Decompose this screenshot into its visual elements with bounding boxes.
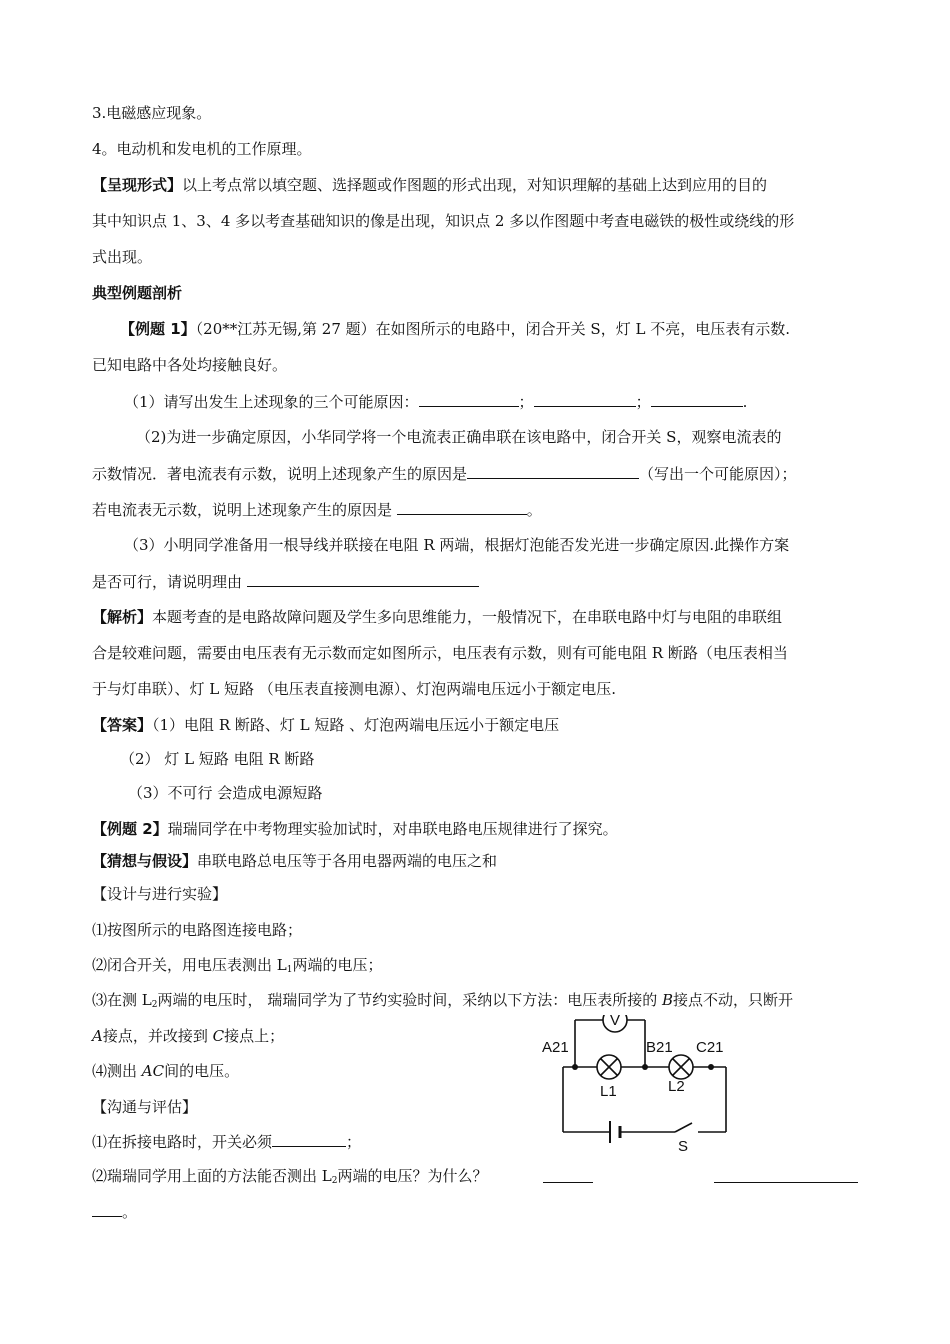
node-c-dot <box>708 1064 714 1070</box>
answer-blank[interactable] <box>714 1167 858 1183</box>
italic-letter: AC <box>141 1062 165 1080</box>
line-electromagnetic-induction: 3.电磁感应现象。 <box>92 104 212 122</box>
evaluation-q1 <box>92 1131 361 1152</box>
answer-line: （3）不可行 会造成电源短路 <box>128 784 323 802</box>
circuit-diagram <box>530 1015 740 1163</box>
node-a-dot <box>572 1064 578 1070</box>
subscript: 2 <box>151 1000 158 1010</box>
hypothesis-line <box>92 851 497 871</box>
answer-blank[interactable] <box>272 1131 346 1147</box>
paragraph-line: 其中知识点 1、3、4 多以考查基础知识的像是出现，知识点 2 多以作图题中考查电磁铁的极性或绕线的形 <box>92 212 795 230</box>
answer-label: 【答案】 <box>92 716 153 734</box>
question-2-text: 示数情况．著电流表有示数，说明上述现象产生的原因是 <box>92 465 468 483</box>
analysis-text: 本题考查的是电路故障问题及学生多向思维能力，一般情况下，在串联电路中灯与电阻的串联组 <box>152 608 783 626</box>
step-2-text: ⑵闭合开关，用电压表测出 L <box>92 956 287 974</box>
node-a-label: A21 <box>542 1039 569 1056</box>
answer-blank[interactable] <box>467 463 639 479</box>
evaluation-q2-text: 两端的电压？为什么？ <box>337 1167 488 1185</box>
paragraph-line: 于与灯串联）、灯 L 短路 （电压表直接测电源）、灯泡两端电压远小于额定电压. <box>92 680 617 698</box>
line-motor-generator: 4。电动机和发电机的工作原理。 <box>92 140 312 158</box>
question-2: （2)为进一步确定原因，小华同学将一个电流表正确串联在该电路中，闭合开关 S，观察电流表的 <box>136 428 782 446</box>
answer-text: （1）电阻 R 断路、灯 L 短路 、灯泡两端电压远小于额定电压 <box>152 716 560 734</box>
example2-label: 【例题 2】 <box>92 820 168 838</box>
step-3-text: 两端的电压时， 瑞瑞同学为了节约实验时间，采纳以下方法：电压表所接的 <box>157 991 663 1009</box>
answer-paragraph <box>92 715 559 735</box>
analysis-paragraph <box>92 607 782 627</box>
node-b-dot <box>642 1064 648 1070</box>
presentation-form-label: 【呈现形式】 <box>92 176 183 194</box>
node-c-label: C21 <box>696 1039 724 1056</box>
paragraph-presentation-form <box>92 175 767 195</box>
section-heading: 典型例题剖析 <box>92 284 183 302</box>
example2-intro <box>92 819 618 839</box>
step-3-text: 接点，并改接到 <box>102 1027 213 1045</box>
step-2-text: 两端的电压； <box>292 956 383 974</box>
separator: ； <box>518 393 534 411</box>
evaluation-heading: 【沟通与评估】 <box>92 1098 198 1116</box>
answer-blank[interactable] <box>419 391 519 407</box>
italic-letter: C <box>212 1027 225 1045</box>
italic-letter: B <box>662 991 674 1009</box>
evaluation-q2-text: ⑵瑞瑞同学用上面的方法能否测出 L <box>92 1167 332 1185</box>
example1-intro <box>120 319 790 339</box>
step-3-text: 接点上； <box>224 1027 285 1045</box>
paragraph-line: 已知电路中各处均接触良好。 <box>92 356 288 374</box>
step-3 <box>92 990 793 1015</box>
question-2-text: 若电流表无示数，说明上述现象产生的原因是 <box>92 501 393 519</box>
question-2-line <box>92 499 542 520</box>
question-1-text: （1）请写出发生上述现象的三个可能原因： <box>124 393 419 411</box>
question-3: （3）小明同学准备用一根导线并联接在电阻 R 两端，根据灯泡能否发光进一步确定原因.此操作方案 <box>124 536 790 554</box>
question-2-note: （写出一个可能原因）； <box>639 465 797 483</box>
step-2 <box>92 955 382 980</box>
question-1 <box>124 391 747 412</box>
step-3-text: 接点不动，只断开 <box>673 991 794 1009</box>
separator: ； <box>635 393 651 411</box>
separator: . <box>742 393 748 411</box>
example2-text: 瑞瑞同学在中考物理实验加试时，对串联电路电压规律进行了探究。 <box>167 820 618 838</box>
lamp-l1-label: L1 <box>600 1083 617 1100</box>
presentation-form-text: 以上考点常以填空题、选择题或作图题的形式出现，对知识理解的基础上达到应用的目的 <box>182 176 768 194</box>
voltmeter-label: V <box>609 1015 621 1029</box>
answer-blank[interactable] <box>247 571 479 587</box>
step-4-text: 间的电压。 <box>164 1062 240 1080</box>
evaluation-q1-text: ⑴在拆接电路时，开关必须 <box>92 1133 273 1151</box>
question-3-line <box>92 571 479 592</box>
experiment-heading: 【设计与进行实验】 <box>92 885 228 903</box>
step-4 <box>92 1061 239 1081</box>
evaluation-q2 <box>92 1166 487 1191</box>
italic-letter: A <box>92 1027 103 1045</box>
paragraph-line: 式出现。 <box>92 248 153 266</box>
answer-blank[interactable] <box>534 391 636 407</box>
hypothesis-text: 串联电路总电压等于各用电器两端的电压之和 <box>197 852 498 870</box>
period: 。 <box>526 501 542 519</box>
separator: ； <box>346 1133 362 1151</box>
example1-label: 【例题 1】 <box>120 320 196 338</box>
question-3-text: 是否可行，请说明理由 <box>92 573 243 591</box>
hypothesis-label: 【猜想与假设】 <box>92 852 198 870</box>
question-2-line <box>92 463 797 484</box>
period: 。 <box>122 1203 138 1221</box>
switch-label: S <box>678 1138 689 1155</box>
subscript: 2 <box>331 1176 338 1186</box>
analysis-label: 【解析】 <box>92 608 153 626</box>
answer-blank[interactable] <box>651 391 743 407</box>
paragraph-line: 合是较难问题，需要由电压表有无示数而定如图所示，电压表有示数，则有可能电阻 R 断路（电压表相当 <box>92 644 788 662</box>
step-3-text: ⑶在测 L <box>92 991 152 1009</box>
subscript: 1 <box>286 965 293 975</box>
answer-blank[interactable] <box>543 1167 593 1183</box>
answer-line: （2） 灯 L 短路 电阻 R 断路 <box>120 750 315 768</box>
example1-text: （20**江苏无锡,第 27 题）在如图所示的电路中，闭合开关 S，灯 L 不亮，电压表有示数. <box>195 320 790 338</box>
node-b-label: B21 <box>646 1039 673 1056</box>
step-1: ⑴按图所示的电路图连接电路； <box>92 921 303 939</box>
answer-blank[interactable] <box>397 499 527 515</box>
step-4-text: ⑷测出 <box>92 1062 142 1080</box>
switch-icon <box>675 1123 692 1132</box>
evaluation-q2-line <box>92 1201 137 1222</box>
lamp-l2-label: L2 <box>668 1078 685 1095</box>
answer-blank[interactable] <box>92 1201 122 1217</box>
step-3-line <box>92 1026 284 1046</box>
